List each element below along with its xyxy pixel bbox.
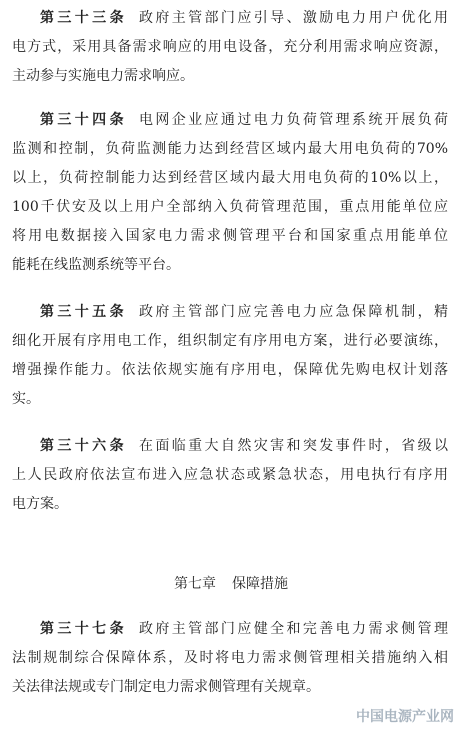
article-text: 在面临重大自然灾害和突发事件时，省级以: [138, 438, 449, 454]
article-line: [0, 302, 462, 322]
article-line: 实。: [12, 391, 40, 407]
article-number: 第三十三条: [40, 10, 127, 26]
article-line: [0, 436, 462, 456]
article-line: [0, 8, 462, 28]
watermark: 中国电源产业网: [356, 709, 454, 725]
article-text: 政府主管部门应完善电力应急保障机制，精: [138, 304, 449, 320]
article-number: 第三十五条: [40, 304, 127, 320]
article-line: 以上，负荷控制能力达到经营区域内最大用电负荷的10%以上，: [12, 170, 448, 186]
article-line: 100千伏安及以上用户全部纳入负荷管理范围，重点用能单位应: [12, 199, 448, 215]
article-line: 监测和控制，负荷监测能力达到经营区域内最大用电负荷的70%: [12, 141, 448, 157]
chapter-title: 保障措施: [232, 576, 288, 592]
article-line: 细化开展有序用电工作，组织制定有序用电方案，进行必要演练，: [12, 333, 448, 349]
article-number: 第三十七条: [40, 621, 127, 637]
article-line: 电方案。: [12, 496, 68, 512]
article-line: 法制规制综合保障体系，及时将电力需求侧管理相关措施纳入相: [12, 650, 448, 666]
article-line: 主动参与实施电力需求响应。: [12, 68, 194, 84]
article-text: 电网企业应通过电力负荷管理系统开展负荷: [138, 112, 449, 128]
article-line: [0, 110, 462, 130]
chapter-heading: [0, 574, 462, 594]
article-line: 上人民政府依法宣布进入应急状态或紧急状态，用电执行有序用: [12, 467, 448, 483]
article-line: 增强操作能力。依法依规实施有序用电，保障优先购电权计划落: [12, 362, 448, 378]
article-line: 电方式，采用具备需求响应的用电设备，充分利用需求响应资源，: [12, 39, 448, 55]
article-line: 将用电数据接入国家电力需求侧管理平台和国家重点用能单位: [12, 228, 448, 244]
article-line: 关法律法规或专门制定电力需求侧管理有关规章。: [12, 679, 320, 695]
article-text: 政府主管部门应引导、激励电力用户优化用: [138, 10, 449, 26]
article-line: 能耗在线监测系统等平台。: [12, 257, 180, 273]
article-line: [0, 619, 462, 639]
article-number: 第三十四条: [40, 112, 127, 128]
article-number: 第三十六条: [40, 438, 127, 454]
chapter-number: 第七章: [174, 576, 216, 592]
article-text: 政府主管部门应健全和完善电力需求侧管理: [138, 621, 449, 637]
